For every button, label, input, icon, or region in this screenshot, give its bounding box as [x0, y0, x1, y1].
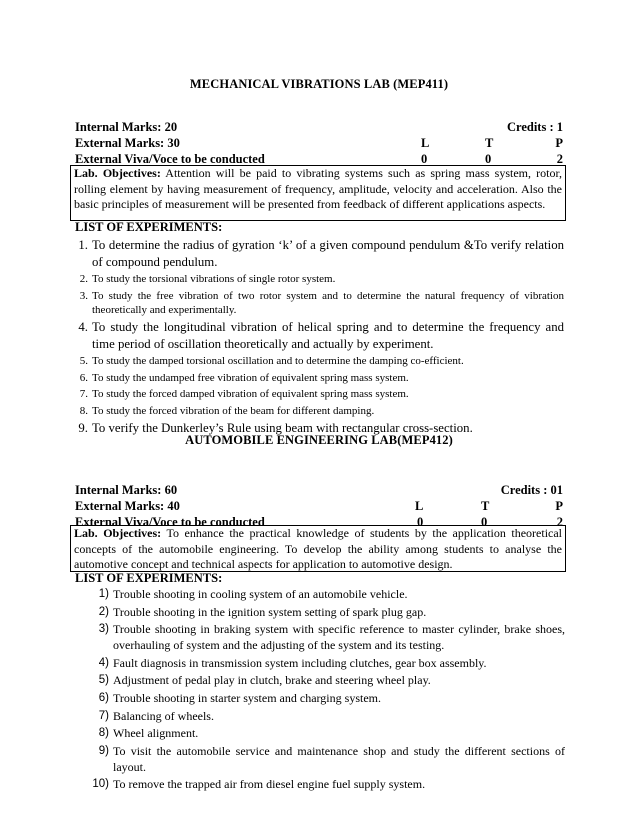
lab1-T-header: T: [485, 136, 494, 150]
lab2-P-header: P: [555, 499, 563, 513]
lab1-L-header: L: [421, 136, 430, 150]
lab1-internal-row: [75, 119, 563, 135]
item-text: To study the torsional vibrations of single rotor system.: [92, 273, 336, 285]
lab1-experiment-list: [78, 237, 564, 439]
lab1-credits: Credits : 1: [506, 120, 563, 134]
item-text: Trouble shooting in the ignition system setting of spark plug gap.: [113, 604, 427, 619]
list-item: [98, 744, 565, 775]
lab1-external-row: [75, 135, 563, 151]
lab2-list-heading: LIST OF EXPERIMENTS:: [75, 571, 223, 585]
item-text: Fault diagnosis in transmission system including clutches, gear box assembly.: [113, 655, 487, 670]
item-text: To study the undamped free vibration of equivalent spring mass system.: [92, 371, 409, 384]
lab1-P-header: P: [555, 136, 563, 150]
lab1-internal-marks: Internal Marks: 20: [75, 120, 178, 134]
lab2-viva: External Viva/Voce to be conducted: [75, 515, 265, 529]
item-number: 7.: [79, 388, 88, 400]
lab2-credits: Credits : 01: [500, 483, 563, 497]
list-item: [98, 726, 565, 742]
list-item: [79, 354, 564, 368]
item-number: 7): [98, 709, 109, 722]
item-number: 8.: [79, 404, 88, 417]
lab2-internal-row: [75, 482, 563, 498]
list-item: [79, 272, 564, 286]
lab1-objectives-text: Attention will be paid to vibrating systems such as spring mass system, rotor, rolling element by having measurement of frequency, amplitude, velocity and acceleration. Also the basic principles of measurement will be presented from feedback of different applications aspects.: [74, 166, 562, 212]
list-item: [98, 673, 565, 689]
item-text: Adjustment of pedal play in clutch, brake and steering wheel play.: [113, 673, 431, 688]
item-text: Trouble shooting in cooling system of an automobile vehicle.: [113, 587, 408, 601]
item-number: 9): [98, 745, 109, 757]
item-number: 5): [98, 674, 109, 687]
lab2-internal-marks: Internal Marks: 60: [75, 483, 178, 497]
item-number: 8): [98, 727, 109, 740]
lab2-experiment-list: [92, 587, 565, 795]
lab1-viva: External Viva/Voce to be conducted: [75, 152, 265, 166]
list-item: [98, 604, 565, 621]
item-text: To study the forced vibration of the beam for different damping.: [92, 404, 375, 417]
item-text: To study the free vibration of two rotor system and to determine the natural frequency of vibration theoretically and experimentally.: [92, 289, 564, 316]
item-number: 1.: [78, 238, 88, 252]
lab2-objectives-text: To enhance the practical knowledge of students by the application theoretical concepts of the automobile engineering. To develop the ability among students to analyse the automotive concept and technical aspects for application to automotive design.: [74, 526, 563, 572]
item-number: 6.: [79, 371, 88, 384]
item-number: 6): [98, 691, 109, 704]
list-item: [92, 777, 565, 793]
item-text: To determine the radius of gyration ‘k’ of a given compound pendulum &To verify relation of compound pendulum.: [92, 238, 564, 269]
lab2-objectives-label: Lab. Objectives:: [74, 526, 162, 540]
item-number: 4): [98, 656, 109, 669]
item-text: To remove the trapped air from diesel engine fuel supply system.: [113, 777, 426, 792]
lab2-L-header: L: [415, 499, 424, 513]
item-number: 3): [98, 623, 109, 636]
list-item: [79, 289, 564, 317]
item-number: 10): [92, 778, 109, 791]
list-item: [98, 690, 565, 707]
item-number: 4.: [78, 320, 88, 334]
lab2-objectives-box: [70, 525, 566, 572]
list-item: [98, 622, 565, 653]
item-text: To visit the automobile service and maintenance shop and study the different sections of layout.: [113, 744, 565, 774]
lab2-external-marks: External Marks: 40: [75, 499, 180, 513]
lab2-title: AUTOMOBILE ENGINEERING LAB(MEP412): [185, 433, 453, 447]
item-text: To study the forced damped vibration of equivalent spring mass system.: [92, 388, 409, 400]
lab2-L-value: 0: [417, 515, 424, 529]
list-item: [79, 404, 564, 418]
lab1-marks-header: [75, 119, 563, 167]
item-text: Wheel alignment.: [113, 726, 199, 741]
lab1-external-marks: External Marks: 30: [75, 136, 180, 150]
item-text: Trouble shooting in starter system and charging system.: [113, 690, 381, 705]
item-number: 2): [98, 605, 109, 618]
lab1-title: MECHANICAL VIBRATIONS LAB (MEP411): [189, 77, 449, 91]
list-item: [79, 371, 564, 385]
item-number: 2.: [79, 273, 88, 285]
item-text: Trouble shooting in braking system with specific reference to master cylinder, brake shoes, overhauling of system and the adjusting of the system and its testing.: [113, 622, 565, 652]
lab1-list-heading: LIST OF EXPERIMENTS:: [75, 220, 223, 234]
list-item: [98, 655, 565, 672]
lab2-T-header: T: [481, 499, 490, 513]
lab1-P-value: 2: [556, 152, 563, 166]
item-text: Balancing of wheels.: [113, 708, 214, 723]
item-text: To study the damped torsional oscillation and to determine the damping co-efficient.: [92, 355, 464, 367]
item-number: 3.: [79, 289, 88, 302]
lab1-objectives-label: Lab. Objectives:: [74, 166, 161, 180]
lab2-T-value: 0: [481, 515, 488, 529]
item-number: 9.: [78, 421, 88, 435]
list-item: [98, 708, 565, 725]
list-item: [98, 587, 565, 603]
lab1-T-value: 0: [485, 152, 492, 166]
lab2-marks-header: [75, 482, 563, 530]
lab1-objectives-box: [70, 165, 566, 221]
item-text: To study the longitudinal vibration of helical spring and to determine the frequency and time period of oscillation theoretically and actually by experiment.: [92, 320, 564, 351]
item-text: To verify the Dunkerley’s Rule using beam with rectangular cross-section.: [92, 421, 473, 435]
lab2-external-row: [75, 498, 563, 514]
list-item: [79, 387, 564, 401]
list-item: [78, 237, 564, 270]
list-item: [78, 319, 564, 352]
lab1-L-value: 0: [421, 152, 428, 166]
lab2-P-value: 2: [556, 515, 563, 529]
item-number: 1): [98, 588, 109, 600]
item-number: 5.: [79, 355, 88, 367]
